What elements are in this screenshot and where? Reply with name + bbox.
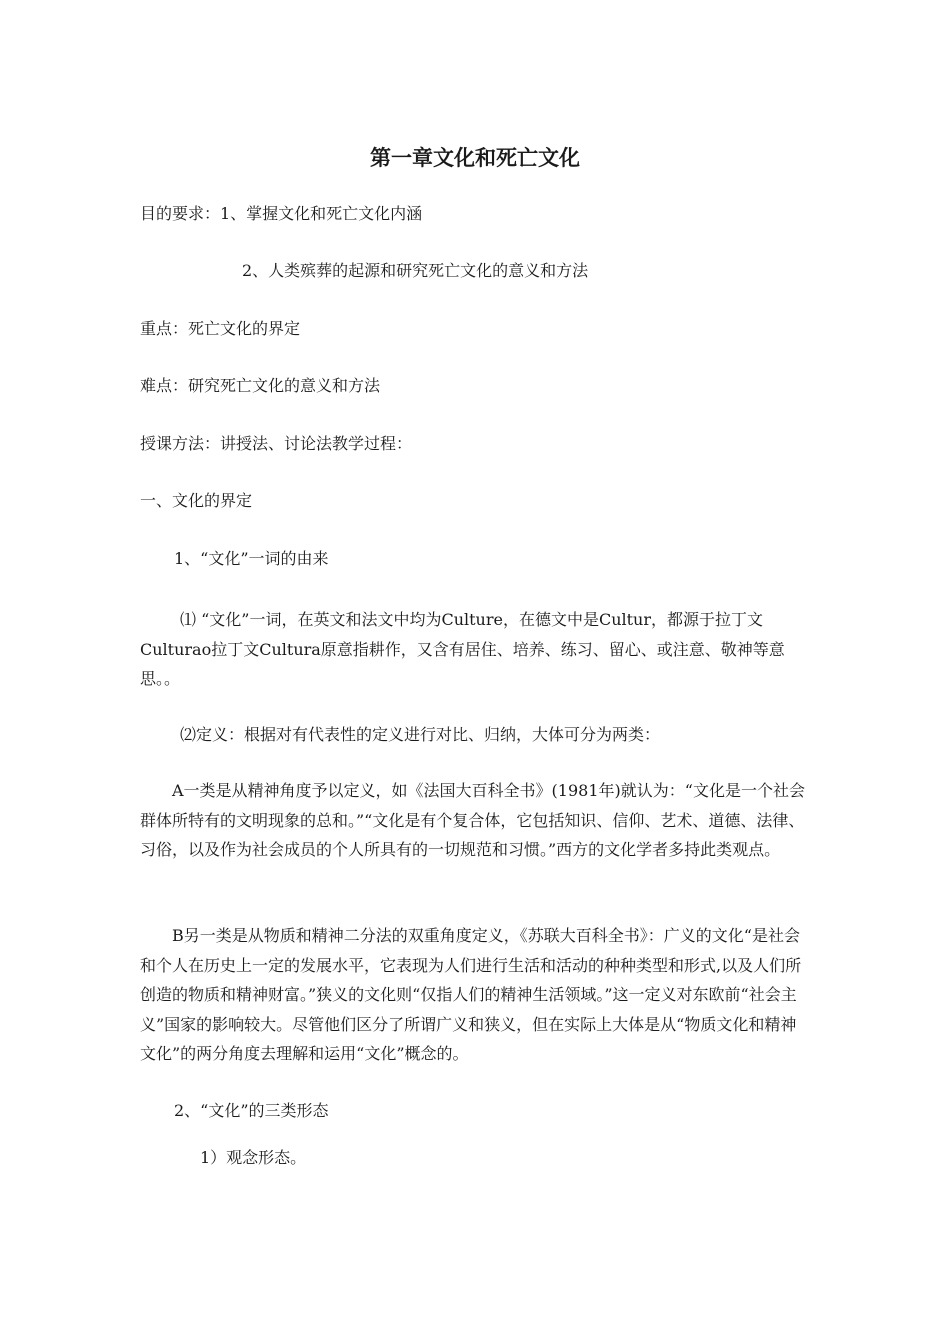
subsection-heading-2: 2、“文化”的三类形态 [174, 1101, 329, 1120]
paragraph-origin: ⑴ “文化”一词，在英文和法文中均为Culture，在德文中是Cultur，都源于拉丁文Culturao拉丁文Cultura原意指耕作，又含有居住、培养、练习、留心、或注意、敬神等意思。。 [140, 610, 785, 688]
paragraph-b: B另一类是从物质和精神二分法的双重角度定义，《苏联大百科全书》：广义的文化“是社会和个人在历史上一定的发展水平，它表现为人们进行生活和活动的种种类型和形式,以及人们所创造的物质和精神财富。”狭义的文化则“仅指人们的精神生活领域。”这一定义对东欧前“社会主义”国家的影响较大。尽管他们区分了所谓广义和狭义，但在实际上大体是从“物质文化和精神文化”的两分角度去理解和运用“文化”概念的。 [140, 926, 802, 1063]
difficulty: 难点：研究死亡文化的意义和方法 [140, 376, 381, 395]
chapter-title: 第一章文化和死亡文化 [370, 146, 580, 170]
goal-line-2: 2、人类殡葬的起源和研究死亡文化的意义和方法 [242, 261, 589, 280]
goal-line-1: 目的要求：1、掌握文化和死亡文化内涵 [140, 204, 423, 223]
subsection-heading-1: 1、“文化”一词的由来 [174, 549, 329, 568]
teaching-method: 授课方法：讲授法、讨论法教学过程： [140, 434, 413, 453]
section-heading: 一、文化的界定 [140, 491, 253, 510]
key-point: 重点：死亡文化的界定 [140, 319, 301, 338]
paragraph-definition: ⑵定义：根据对有代表性的定义进行对比、归纳，大体可分为两类： [180, 725, 661, 744]
list-item: 1）观念形态。 [200, 1148, 307, 1167]
paragraph-a: A一类是从精神角度予以定义，如《法国大百科全书》(1981年)就认为：“文化是一个社会群体所特有的文明现象的总和。”“文化是有个复合体，它包括知识、信仰、艺术、道德、法律、习俗，以及作为社会成员的个人所具有的一切规范和习惯。”西方的文化学者多持此类观点。 [140, 781, 805, 859]
